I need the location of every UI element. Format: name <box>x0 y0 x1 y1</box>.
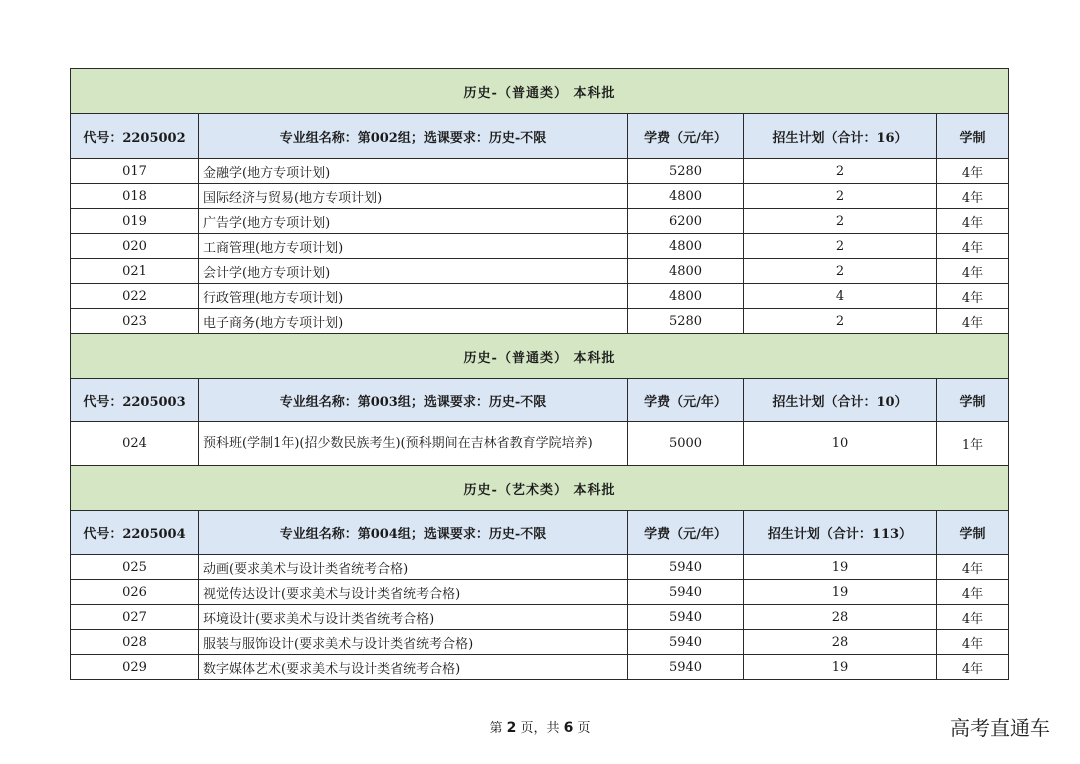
table-row <box>71 284 1009 309</box>
study-duration: 4年 <box>937 630 1009 655</box>
tuition-fee: 5280 <box>628 159 744 184</box>
header-group-name: 专业组名称：第002组；选课要求：历史-不限 <box>199 114 628 159</box>
table-row <box>71 555 1009 580</box>
enrollment-plan: 2 <box>744 309 937 334</box>
header-duration: 学制 <box>937 379 1009 422</box>
major-code: 018 <box>71 184 199 209</box>
enrollment-plan: 4 <box>744 284 937 309</box>
table-row <box>71 580 1009 605</box>
header-fee: 学费（元/年） <box>628 511 744 555</box>
major-code: 022 <box>71 284 199 309</box>
header-group-name: 专业组名称：第004组；选课要求：历史-不限 <box>199 511 628 555</box>
tuition-fee: 5940 <box>628 605 744 630</box>
tuition-fee: 4800 <box>628 234 744 259</box>
study-duration: 4年 <box>937 555 1009 580</box>
table-row <box>71 630 1009 655</box>
major-name: 视觉传达设计(要求美术与设计类省统考合格) <box>199 580 628 605</box>
tuition-fee: 6200 <box>628 209 744 234</box>
section-title: 历史-（普通类） 本科批 <box>71 334 1009 379</box>
major-name: 工商管理(地方专项计划) <box>199 234 628 259</box>
enrollment-plan: 19 <box>744 555 937 580</box>
header-fee: 学费（元/年） <box>628 379 744 422</box>
tuition-fee: 5940 <box>628 630 744 655</box>
study-duration: 4年 <box>937 234 1009 259</box>
study-duration: 4年 <box>937 159 1009 184</box>
section-title-row <box>71 466 1009 511</box>
enrollment-plan: 2 <box>744 234 937 259</box>
major-name: 电子商务(地方专项计划) <box>199 309 628 334</box>
footer-suffix: 页 <box>577 721 591 736</box>
study-duration: 1年 <box>937 422 1009 466</box>
enrollment-plan: 19 <box>744 580 937 605</box>
header-row <box>71 114 1009 159</box>
tuition-fee: 4800 <box>628 284 744 309</box>
header-plan: 招生计划（合计：10） <box>744 379 937 422</box>
header-group-name: 专业组名称：第003组；选课要求：历史-不限 <box>199 379 628 422</box>
major-code: 026 <box>71 580 199 605</box>
tuition-fee: 5280 <box>628 309 744 334</box>
tuition-fee: 5000 <box>628 422 744 466</box>
study-duration: 4年 <box>937 580 1009 605</box>
table-row <box>71 655 1009 680</box>
major-name: 服装与服饰设计(要求美术与设计类省统考合格) <box>199 630 628 655</box>
enrollment-plan: 19 <box>744 655 937 680</box>
major-name: 环境设计(要求美术与设计类省统考合格) <box>199 605 628 630</box>
header-plan: 招生计划（合计：113） <box>744 511 937 555</box>
section-title: 历史-（艺术类） 本科批 <box>71 466 1009 511</box>
table-row <box>71 605 1009 630</box>
major-name: 会计学(地方专项计划) <box>199 259 628 284</box>
enrollment-plan: 2 <box>744 184 937 209</box>
study-duration: 4年 <box>937 605 1009 630</box>
major-name: 行政管理(地方专项计划) <box>199 284 628 309</box>
header-duration: 学制 <box>937 511 1009 555</box>
tuition-fee: 4800 <box>628 184 744 209</box>
major-code: 023 <box>71 309 199 334</box>
footer-page-number: 2 <box>506 720 517 736</box>
major-code: 027 <box>71 605 199 630</box>
header-row <box>71 511 1009 555</box>
table-row <box>71 309 1009 334</box>
header-row <box>71 379 1009 422</box>
enrollment-plan: 10 <box>744 422 937 466</box>
tuition-fee: 4800 <box>628 259 744 284</box>
header-code: 代号：2205002 <box>71 114 199 159</box>
study-duration: 4年 <box>937 655 1009 680</box>
major-name: 金融学(地方专项计划) <box>199 159 628 184</box>
major-name: 数字媒体艺术(要求美术与设计类省统考合格) <box>199 655 628 680</box>
footer-prefix: 第 <box>489 721 503 736</box>
enrollment-plan: 2 <box>744 159 937 184</box>
major-code: 017 <box>71 159 199 184</box>
tuition-fee: 5940 <box>628 580 744 605</box>
study-duration: 4年 <box>937 184 1009 209</box>
enrollment-plan: 28 <box>744 630 937 655</box>
study-duration: 4年 <box>937 309 1009 334</box>
section-title-row <box>71 69 1009 114</box>
footer-middle: 页，共 <box>520 721 560 736</box>
major-name: 广告学(地方专项计划) <box>199 209 628 234</box>
major-name: 国际经济与贸易(地方专项计划) <box>199 184 628 209</box>
watermark: 高考直通车 <box>950 716 1050 740</box>
footer-total-pages: 6 <box>563 720 574 736</box>
major-code: 024 <box>71 422 199 466</box>
section-title: 历史-（普通类） 本科批 <box>71 69 1009 114</box>
enrollment-plan-table <box>70 68 1009 680</box>
table-row <box>71 159 1009 184</box>
major-code: 025 <box>71 555 199 580</box>
table-row <box>71 184 1009 209</box>
header-plan: 招生计划（合计：16） <box>744 114 937 159</box>
enrollment-plan: 2 <box>744 259 937 284</box>
enrollment-plan: 28 <box>744 605 937 630</box>
enrollment-plan: 2 <box>744 209 937 234</box>
major-code: 028 <box>71 630 199 655</box>
header-fee: 学费（元/年） <box>628 114 744 159</box>
study-duration: 4年 <box>937 259 1009 284</box>
major-code: 029 <box>71 655 199 680</box>
header-code: 代号：2205003 <box>71 379 199 422</box>
section-title-row <box>71 334 1009 379</box>
table-row <box>71 234 1009 259</box>
major-name: 预科班(学制1年)(招少数民族考生)(预科期间在吉林省教育学院培养) <box>199 422 628 466</box>
table-row <box>71 209 1009 234</box>
major-name: 动画(要求美术与设计类省统考合格) <box>199 555 628 580</box>
table-row <box>71 259 1009 284</box>
study-duration: 4年 <box>937 209 1009 234</box>
tuition-fee: 5940 <box>628 555 744 580</box>
study-duration: 4年 <box>937 284 1009 309</box>
major-code: 021 <box>71 259 199 284</box>
header-code: 代号：2205004 <box>71 511 199 555</box>
tuition-fee: 5940 <box>628 655 744 680</box>
header-duration: 学制 <box>937 114 1009 159</box>
major-code: 020 <box>71 234 199 259</box>
page-footer <box>0 717 1080 736</box>
major-code: 019 <box>71 209 199 234</box>
table-row <box>71 422 1009 466</box>
